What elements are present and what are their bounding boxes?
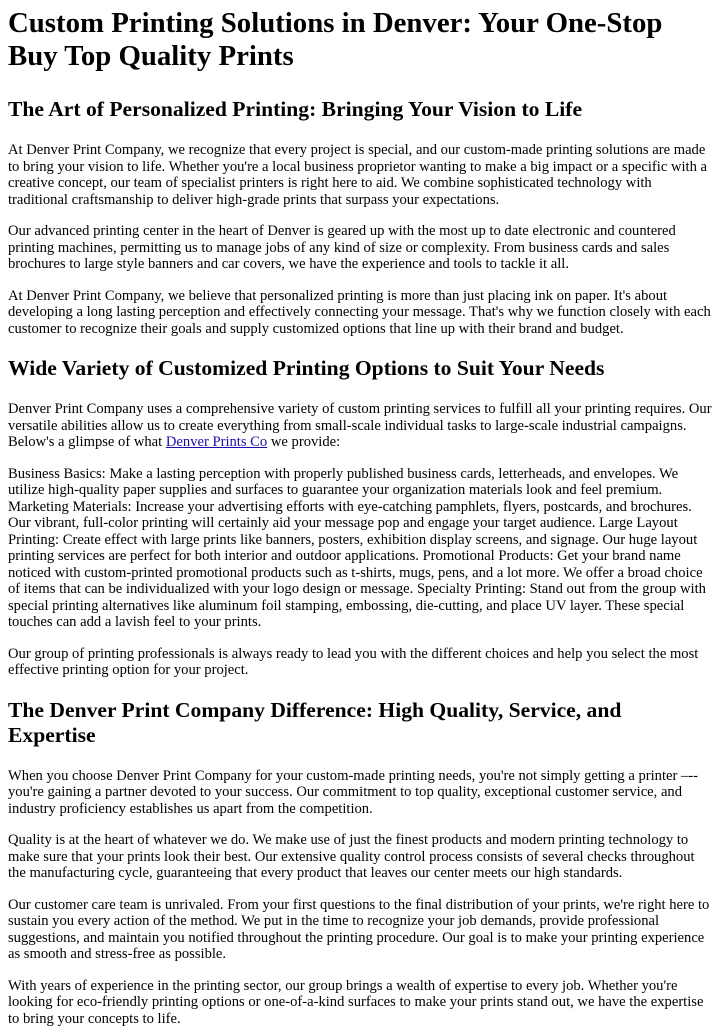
paragraph-text: we provide: [267, 434, 340, 450]
page-title: Custom Printing Solutions in Denver: Your One-Stop Buy Top Quality Prints [8, 7, 712, 73]
section-heading-art: The Art of Personalized Printing: Bringing Your Vision to Life [8, 97, 712, 122]
paragraph-with-link [8, 401, 712, 451]
paragraph: Our advanced printing center in the heart of Denver is geared up with the most up to date electronic and countered printing machines, permitting us to manage jobs of any kind of size or complexity. From business cards and sales brochures to large style banners and car covers, we have the experience and tools to tackle it all. [8, 223, 712, 273]
section-heading-variety: Wide Variety of Customized Printing Options to Suit Your Needs [8, 356, 712, 381]
paragraph: Our customer care team is unrivaled. From your first questions to the final distribution of your prints, we're right here to sustain you every action of the method. We put in the time to recognize your job demands, provide professional suggestions, and maintain you notified throughout the printing procedure. Our goal is to make your printing experience as smooth and stress-free as possible. [8, 897, 712, 963]
section-heading-difference: The Denver Print Company Difference: High Quality, Service, and Expertise [8, 698, 712, 748]
denver-prints-co-link[interactable]: Denver Prints Co [166, 434, 267, 450]
paragraph: Quality is at the heart of whatever we do. We make use of just the finest products and modern printing technology to make sure that your prints look their best. Our extensive quality control process consists of several checks throughout the manufacturing cycle, guaranteeing that every product that leaves our center meets our high standards. [8, 832, 712, 882]
paragraph: At Denver Print Company, we recognize that every project is special, and our custom-made printing solutions are made to bring your vision to life. Whether you're a local business proprietor wanting to make a big impact or a specific with a creative concept, our team of specialist printers is right here to aid. We combine sophisticated technology with traditional craftsmanship to deliver high-grade prints that surpass your expectations. [8, 142, 712, 208]
paragraph: When you choose Denver Print Company for your custom-made printing needs, you're not simply getting a printer –-- you're gaining a partner devoted to your success. Our commitment to top quality, exceptional customer service, and industry proficiency establishes us apart from the competition. [8, 768, 712, 818]
paragraph: With years of experience in the printing sector, our group brings a wealth of expertise to every job. Whether you're looking for eco-friendly printing options or one-of-a-kind surfaces to make your prints stand out, we have the expertise to bring your concepts to life. [8, 978, 712, 1027]
article [0, 7, 720, 1027]
paragraph: At Denver Print Company, we believe that personalized printing is more than just placing ink on paper. It's about developing a long lasting perception and effectively connecting your message. That's why we function closely with each customer to recognize their goals and supply customized options that line up with their brand and budget. [8, 288, 712, 338]
paragraph-text: Denver Print Company uses a comprehensive variety of custom printing services to fulfill all your printing requires. Our versatile abilities allow us to create everything from small-scale individual tasks to large-scale industrial campaigns. Below's a glimpse of what [8, 401, 712, 450]
paragraph: Our group of printing professionals is always ready to lead you with the different choices and help you select the most effective printing option for your project. [8, 646, 712, 679]
paragraph: Business Basics: Make a lasting perception with properly published business cards, letterheads, and envelopes. We utilize high-quality paper supplies and surfaces to guarantee your organization materials look and feel premium. Marketing Materials: Increase your advertising efforts with eye-catching pamphlets, flyers, postcards, and brochures. Our vibrant, full-color printing will certainly aid your message pop and engage your target audience. Large Layout Printing: Create effect with large prints like banners, posters, exhibition display screens, and signage. Our huge layout printing services are perfect for both interior and outdoor applications. Promotional Products: Get your brand name noticed with custom-printed promotional products such as t-shirts, mugs, pens, and a lot more. We offer a broad choice of items that can be individualized with your logo design or message. Specialty Printing: Stand out from the group with special printing alternatives like aluminum foil stamping, embossing, die-cutting, and place UV layer. These special touches can add a lavish feel to your prints. [8, 466, 712, 631]
